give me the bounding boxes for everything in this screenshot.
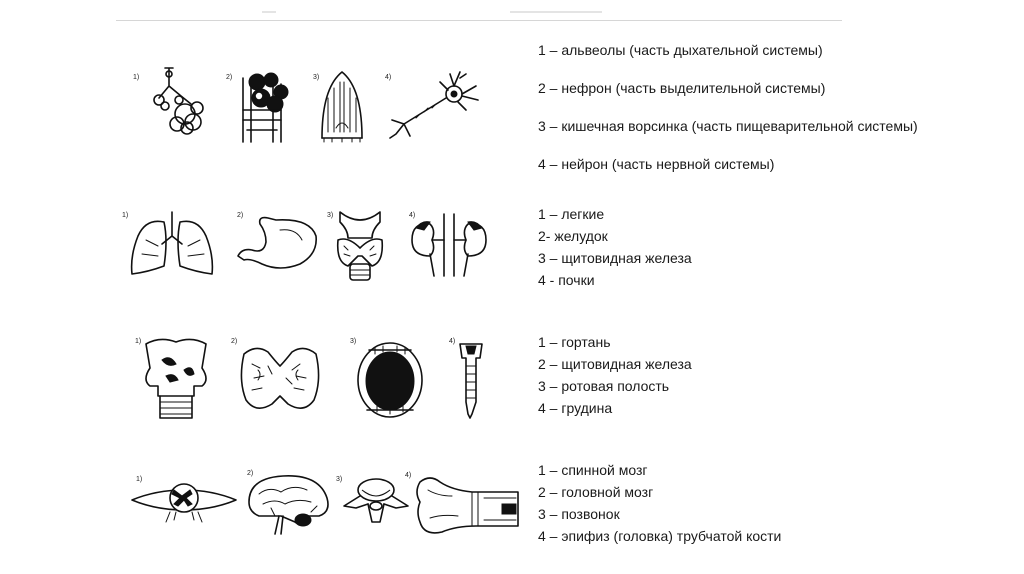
neuron-icon: [386, 70, 482, 142]
legend-list: [538, 334, 692, 420]
legend-list: [538, 462, 781, 548]
thyroid-gland-icon: [238, 344, 322, 416]
alveoli-icon: [147, 64, 207, 136]
nephron-icon: [237, 70, 291, 144]
legend-item: 4 - почки: [538, 272, 595, 288]
item-number: 4): [405, 472, 412, 479]
legend-item: 3 – позвонок: [538, 506, 620, 522]
oral-cavity-icon: [355, 340, 425, 420]
item-number: 2): [247, 470, 254, 477]
bone-epiphysis-icon: [412, 474, 522, 536]
stomach-icon: [236, 214, 320, 270]
legend-item: 4 – грудина: [538, 400, 613, 416]
legend-item: 3 – ротовая полость: [538, 378, 670, 394]
item-number: 3): [313, 74, 320, 81]
intestinal-villus-icon: [318, 68, 366, 144]
item-number: 4): [449, 338, 456, 345]
legend-item: 2 – головной мозг: [538, 484, 654, 500]
legend-item: 2- желудок: [538, 228, 608, 244]
legend-item: 2 – нефрон (часть выделительной системы): [538, 80, 826, 96]
item-number: 2): [226, 74, 233, 81]
legend-list: [538, 42, 918, 176]
legend-item: 1 – гортань: [538, 334, 611, 350]
vertebra-icon: [342, 476, 410, 526]
item-number: 1): [135, 338, 142, 345]
legend-item: 1 – спинной мозг: [538, 462, 648, 478]
item-number: 3): [327, 212, 334, 219]
legend-item: 4 – нейрон (часть нервной системы): [538, 156, 775, 172]
top-mark: [510, 11, 602, 13]
top-mark: [262, 11, 276, 13]
legend-item: 3 – щитовидная железа: [538, 250, 692, 266]
legend-item: 3 – кишечная ворсинка (часть пищеварительной системы): [538, 118, 918, 134]
item-number: 1): [133, 74, 140, 81]
sternum-icon: [456, 340, 486, 420]
legend-item: 2 – щитовидная железа: [538, 356, 692, 372]
item-number: 4): [385, 74, 392, 81]
brain-icon: [245, 472, 331, 538]
legend-list: [538, 206, 692, 292]
thyroid-gland-icon: [334, 208, 386, 284]
larynx-icon: [140, 334, 212, 420]
spinal-cord-icon: [130, 478, 238, 524]
kidneys-icon: [408, 210, 492, 278]
legend-item: 4 – эпифиз (головка) трубчатой кости: [538, 528, 782, 544]
item-number: 2): [231, 338, 238, 345]
item-number: 2): [237, 212, 244, 219]
legend-item: 1 – легкие: [538, 206, 605, 222]
item-number: 3): [350, 338, 357, 345]
lungs-icon: [128, 210, 216, 278]
item-number: 1): [136, 476, 143, 483]
item-number: 1): [122, 212, 129, 219]
top-divider: [116, 20, 842, 21]
item-number: 4): [409, 212, 416, 219]
item-number: 3): [336, 476, 343, 483]
legend-item: 1 – альвеолы (часть дыхательной системы): [538, 42, 823, 58]
